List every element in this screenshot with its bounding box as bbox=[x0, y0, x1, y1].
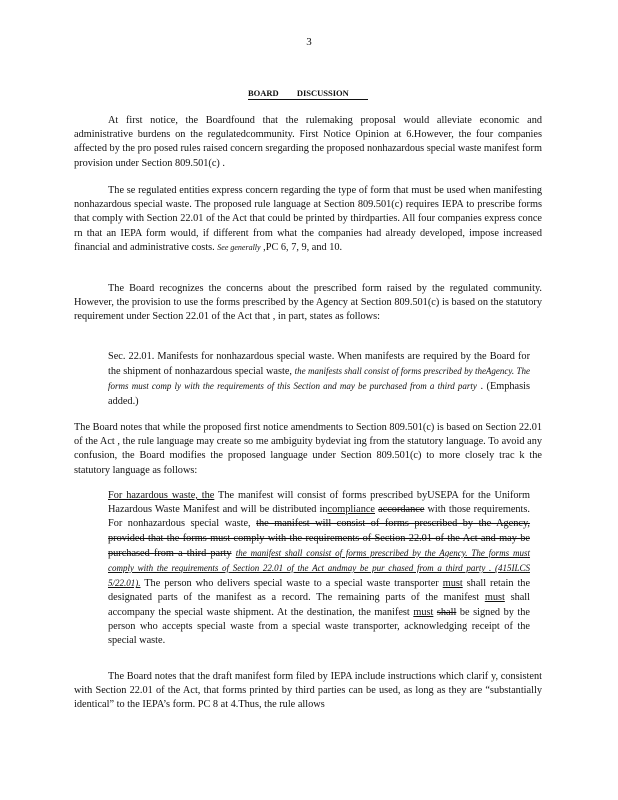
paragraph-text: The Board recognizes the concerns about the prescribed form raised by the regulated community. However, the provision to use the forms prescribed by the Agency at Section 809.501(c) is based on the statutory requirement under Section 22.01 of the Act that , in part, states as follows: bbox=[74, 283, 542, 323]
paragraph-text: At first notice, the Boardfound that the rulemaking proposal would alleviate economic and administrative burdens on the regulatedcommunity. First Notice Opinion at 6.However, the four companies affected by the pro posed rules raised concern sregarding the proposed nonhazardous special waste manifest form provision under Section 809.501(c) . bbox=[74, 115, 542, 169]
rule-text: with those requirements. For nonhazardous special waste, bbox=[108, 504, 530, 530]
amended-rule-text bbox=[108, 489, 530, 648]
inserted-text: must bbox=[484, 592, 505, 604]
paragraph-concerns bbox=[74, 184, 542, 255]
paragraph-modification bbox=[74, 421, 542, 478]
see-generally-signal: See generally bbox=[217, 242, 261, 252]
paragraph-draft-manifest bbox=[74, 670, 542, 713]
paragraph-text: The Board notes that while the proposed first notice amendments to Section 809.501(c) is based on Section 22.01 of the Act , the rule language may create so me ambiguity bydeviat ing from the statutory language. To avoid any confusion, the Board modifies the proposed language under Section 809.501(c) to more closely trac k the statutory language as follows: bbox=[74, 422, 542, 476]
paragraph-text: The Board notes that the draft manifest form filed by IEPA include instructions which clarif y, consistent with Section 22.01 of the Act, that forms printed by third parties can be used, as long as they are “substantially identical” to the IEPA’s form. PC 8 at 4.Thus, the rule allows bbox=[74, 671, 542, 711]
rule-text: shall retain the designated parts of the manifest as a record. The remaining parts of the manifest bbox=[108, 578, 531, 604]
quote-emphasis: the manifests shall consist of forms prescribed by theAgency. The forms must comp ly with the requirements of this Section and may be purchased from a third party bbox=[108, 366, 530, 392]
paragraph-first-notice bbox=[74, 114, 542, 171]
quote-tail: . (Emphasis added.) bbox=[108, 381, 530, 407]
rule-text: The person who delivers special waste to a special waste transporter bbox=[144, 578, 439, 590]
inserted-text: For hazardous waste, the bbox=[108, 490, 215, 501]
rule-text: shall accompany the special waste shipment. At the destination, the manifest bbox=[108, 592, 531, 618]
deleted-text: the manifest will consist of forms prescribed by the Agency, provided that the forms must comply with the requirements of Section 22.01 of the Act and may be purchased from a third party bbox=[108, 518, 531, 559]
inserted-text: compliance bbox=[327, 504, 376, 516]
paragraph-board-recognizes bbox=[74, 282, 542, 325]
deleted-text: accordance bbox=[378, 504, 425, 516]
inserted-text: the manifest shall consist of forms prescribed by the Agency. The forms must comply with the requirements of Section 22.01 of the Act andmay be pur chased from a third party . (415ILCS 5/22.01). bbox=[108, 547, 531, 589]
inserted-text: must bbox=[442, 578, 463, 590]
rule-text: The manifest will consist of forms prescribed byUSEPA for the Uniform Hazardous Waste Manifest and will be distributed in bbox=[108, 490, 530, 516]
section-heading: BOARD DISCUSSION bbox=[248, 88, 368, 100]
quote-text: Sec. 22.01. Manifests for nonhazardous special waste. When manifests are required by the Board for the shipment of nonhazardous special waste, bbox=[108, 351, 530, 378]
page-number: 3 bbox=[306, 36, 312, 48]
public-comment-citation: ,PC 6, 7, 9, and 10. bbox=[263, 241, 343, 253]
statute-quote bbox=[108, 350, 530, 409]
inserted-text: must bbox=[413, 606, 434, 618]
rule-text: be signed by the person who accepts special waste from a special waste transporter, acknowledging receipt of the special waste. bbox=[108, 606, 531, 647]
deleted-text: shall bbox=[436, 606, 457, 618]
paragraph-text: The se regulated entities express concern regarding the type of form that must be used when manifesting nonhazardous special waste. The proposed rule language at Section 809.501(c) requires IEPA to prescribe forms that comply with Section 22.01 of the Act that could be printed by thirdparties. All four companies express conce rn that an IEPA form would, if different from what the companies had already developed, impose increased financial and administrative costs. bbox=[74, 185, 542, 253]
